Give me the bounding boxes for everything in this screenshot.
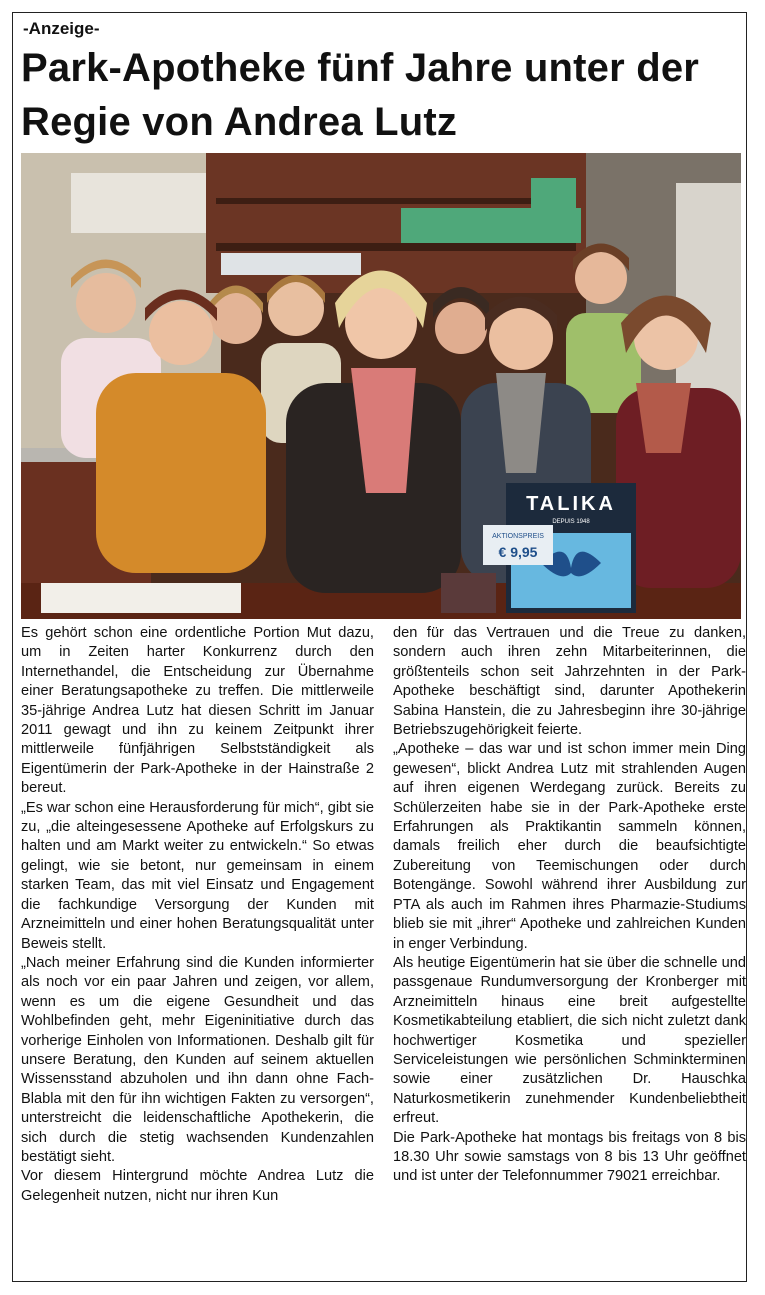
advertorial-frame [12,12,747,1282]
advert-label: -Anzeige- [23,19,100,38]
paragraph: „Es war schon eine Herausforderung für mich“, gibt sie zu, „die alteingesessene Apotheke auf Erfolgskurs zu halten und am Markt weiter zu entwickeln.“ So etwas gelingt, wie sie betont, nur gemeinsam in einem starken Team, das mit viel Einsatz und Engagement die fachkundige Versorgung der Kunden mit Arzneimitteln und einer hohen Beratungsqualität unter Beweis stellt. [21,799,374,952]
paragraph: Die Park-Apotheke hat montags bis freitags von 8 bis 18.30 Uhr sowie samstags von 8 bis 13 Uhr geöffnet und ist unter der Telefonnummer 79021 erreichbar. [393,1129,746,1185]
headline: Park-Apotheke fünf Jahre unter der Regie von Andrea Lutz [21,46,700,144]
paragraph: „Nach meiner Erfahrung sind die Kunden informierter als noch vor ein paar Jahren und zeigen, vor allem, wenn es um die eigene Gesundheit und das Wohlbefinden geht, mehr Eigeninitiative durch das vorherige Einholen von Informationen. Deshalb gilt für unsere Beratung, den Kunden auf seinem aktuellen Wissensstand abzuholen und ihn dann ohne Fach-Blabla mit den für ihn wichtigen Fakten zu versorgen“, unterstreicht die leidenschaftliche Apothekerin, die sich durch die stetig wachsenden Kundenzahlen bestätigt sieht. [21,954,374,1165]
text-column-right [393,624,746,1187]
price-tag-value: € 9,95 [498,544,538,560]
price-tag-label: AKTIONSPREIS [492,533,544,540]
paragraph: Als heutige Eigentümerin hat sie über die schnelle und passgenaue Rundumversorgung der Kronberger mit Arzneimitteln hinaus eine breit aufgestellte Kosmetikabteilung etabliert, die sich nicht zuletzt dank hochwertiger Kosmetika und spezieller Serviceleistungen wie persönlichen Schminkterminen sowie einer zusätzlichen Dr. Hauschka Naturkosmetikerin zunehmender Kundenbeliebtheit erfreut. [393,954,746,1127]
paragraph: Es gehört schon eine ordentliche Portion Mut dazu, um in Zeiten harter Konkurrenz durch den Internethandel, die Entscheidung zur Übernahme einer Beratungsapotheke zu treffen. Die mittlerweile 35-jährige Andrea Lutz hat diesen Schritt im Januar 2011 gewagt und ihn zu keinem Zeitpunkt ihrer mittlerweile fünfjährigen Selbstständigkeit als Eigentümerin der Park-Apotheke in der Hainstraße 2 bereut. [21,625,374,797]
text-column-left [21,624,374,1206]
product-sub: DEPUIS 1948 [552,519,590,525]
product-brand: TALIKA [526,493,616,515]
paragraph: Vor diesem Hintergrund möchte Andrea Lutz die Gelegenheit nutzen, nicht nur ihren Kun [21,1168,374,1204]
group-photo [21,153,741,619]
paragraph: den für das Vertrauen und die Treue zu danken, sondern auch ihren zehn Mitarbeiterinnen, die größtenteils schon seit Jahrzehnten in der Park-Apotheke beschäftigt sind, darunter Apothekerin Sabina Hanstein, die zu Jahresbeginn ihre 30-jährige Betriebszugehörigkeit feierte. [393,625,746,739]
pharmacy-team-picture [21,153,741,619]
paragraph: „Apotheke – das war und ist schon immer mein Ding gewesen“, blickt Andrea Lutz mit strahlenden Augen auf ihren eigenen Werdegang zurück. Bereits zu Schülerzeiten habe sie in der Park-Apotheke erste Erfahrungen als Praktikantin sammeln können, damals freilich eher durch die beaufsichtigte Zubereitung von Teemischungen oder durch Botengänge. Sowohl während ihrer Ausbildung zur PTA als auch im Rahmen ihres Pharmazie-Studiums blieb sie mit „ihrer“ Apotheke und zahlreichen Kunden in enger Verbindung. [393,741,746,952]
